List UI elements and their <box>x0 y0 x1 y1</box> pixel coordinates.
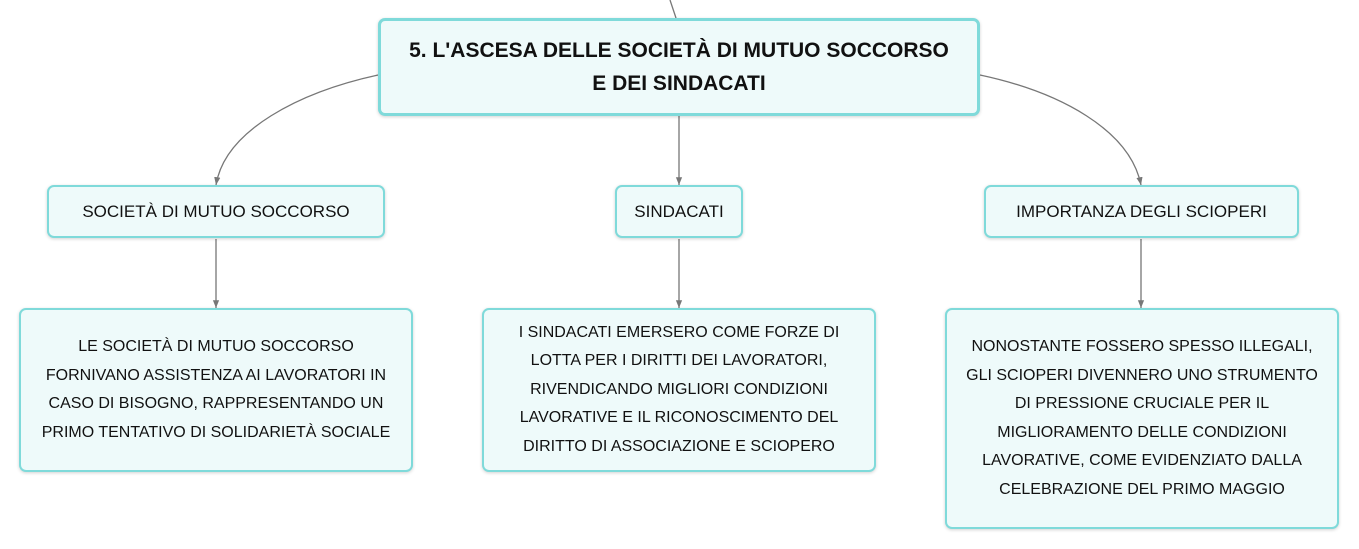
detail-text <box>519 319 840 462</box>
topic-label: IMPORTANZA DEGLI SCIOPERI <box>1016 201 1267 221</box>
detail-line: LAVORATIVE E IL RICONOSCIMENTO DEL <box>519 409 839 427</box>
detail-line: DI PRESSIONE CRUCIALE PER IL <box>1014 395 1270 412</box>
root-title <box>409 34 949 100</box>
detail-node-sindacati[interactable] <box>482 308 876 472</box>
connector-root-to-societa <box>216 75 378 185</box>
detail-node-scioperi[interactable] <box>945 308 1339 529</box>
root-title-line-1: 5. L'ASCESA DELLE SOCIETÀ DI MUTUO SOCCORSO <box>409 39 949 62</box>
detail-line: MIGLIORAMENTO DELLE CONDIZIONI <box>997 423 1287 441</box>
detail-text <box>42 333 391 447</box>
root-title-line-2: E DEI SINDACATI <box>592 72 766 95</box>
detail-line: RIVENDICANDO MIGLIORI CONDIZIONI <box>530 380 828 398</box>
detail-line: PRIMO TENTATIVO DI SOLIDARIETÀ SOCIALE <box>41 423 391 441</box>
detail-line: NONOSTANTE FOSSERO SPESSO ILLEGALI, <box>971 338 1313 355</box>
detail-line: CASO DI BISOGNO, RAPPRESENTANDO UN <box>48 395 384 412</box>
root-node[interactable] <box>378 18 980 116</box>
detail-line: LAVORATIVE, COME EVIDENZIATO DALLA <box>982 452 1302 469</box>
detail-line: I SINDACATI EMERSERO COME FORZE DI <box>518 323 840 341</box>
detail-line: DIRITTO DI ASSOCIAZIONE E SCIOPERO <box>523 437 835 455</box>
detail-text <box>966 333 1318 504</box>
detail-line: FORNIVANO ASSISTENZA AI LAVORATORI IN <box>45 366 387 384</box>
detail-line: LOTTA PER I DIRITTI DEI LAVORATORI, <box>530 352 828 370</box>
detail-line: GLI SCIOPERI DIVENNERO UNO STRUMENTO <box>966 366 1318 384</box>
topic-label: SOCIETÀ DI MUTUO SOCCORSO <box>82 201 350 221</box>
topic-node-scioperi[interactable] <box>984 185 1299 238</box>
topic-node-sindacati[interactable] <box>615 185 743 238</box>
detail-line: CELEBRAZIONE DEL PRIMO MAGGIO <box>999 480 1285 498</box>
topic-node-societa[interactable] <box>47 185 385 238</box>
detail-line: LE SOCIETÀ DI MUTUO SOCCORSO <box>78 338 354 355</box>
detail-node-societa[interactable] <box>19 308 413 472</box>
connector-incoming <box>670 0 676 18</box>
topic-label: SINDACATI <box>634 201 724 221</box>
connector-root-to-scioperi <box>980 75 1141 185</box>
